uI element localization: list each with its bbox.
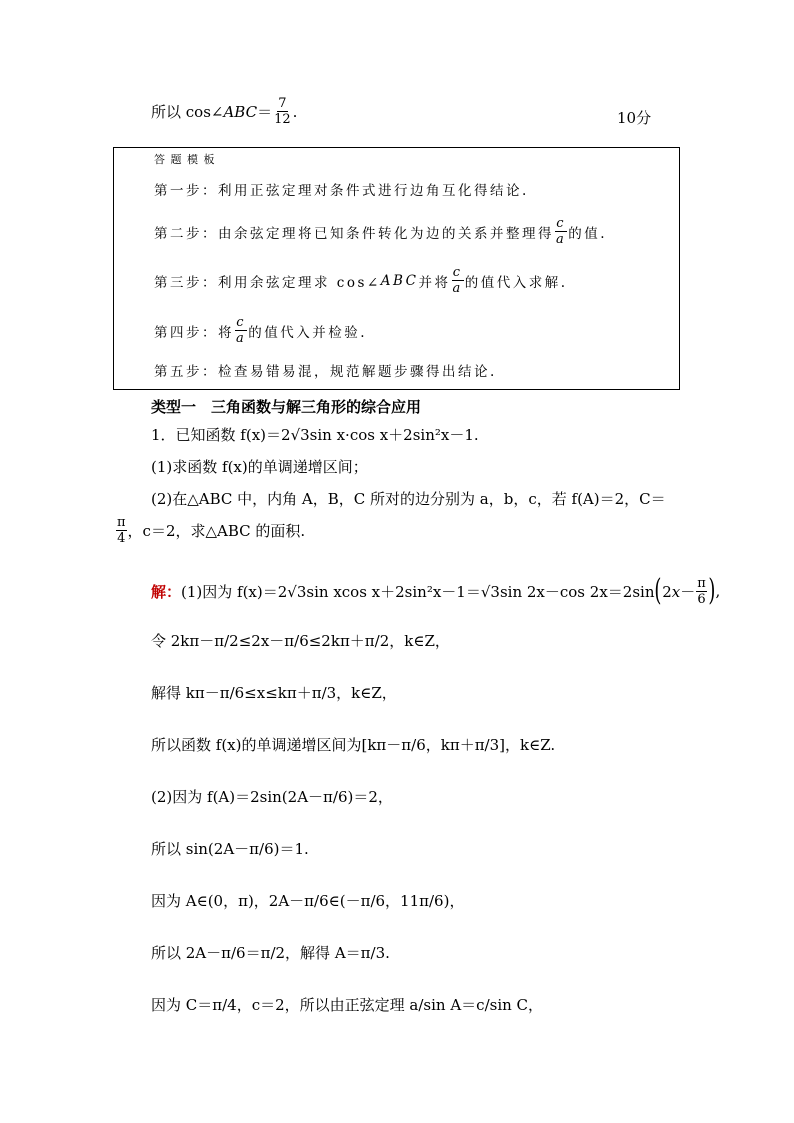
solution-label: 解： [151,582,182,601]
frac-den: 4 [117,531,126,546]
problem-line-3: (2)在△ABC 中，内角 A，B，C 所对的边分别为 a，b，c，若 f(A)＝2，C＝ [151,490,666,508]
step3-mid: 并将 [418,274,451,291]
frac-num: c [236,315,247,330]
solution-line-1 [151,573,721,608]
step4-text: 第四步：将 [154,324,234,341]
solution-line-4: 所以函数 f(x)的单调递增区间为[kπ－π/6，kπ＋π/3]，k∈Z. [151,736,556,754]
template-step-5: 第五步：检查易错易混，规范解题步骤得出结论. [154,364,497,380]
solution-line-8: 所以 2A－π/6＝π/2，解得 A＝π/3. [151,944,390,962]
equals: ＝ [257,103,273,121]
frac-num: 7 [278,96,287,111]
angle-abc: ABC [380,272,419,289]
fraction-pi-6: $\frac{\pi}{6}$ [697,575,706,607]
problem-line-2: (1)求函数 f(x)的单调递增区间； [151,458,368,476]
frac-num: π [117,515,126,530]
period: . [292,102,298,121]
close-paren: ) [708,573,716,608]
template-title: 答 题 模 板 [154,153,216,166]
template-step-3 [154,266,568,295]
step2-text: 第二步：由余弦定理将已知条件转化为边的关系并整理得 [154,225,554,242]
step2-end: 的值. [568,225,608,242]
frac-num: c [556,216,567,231]
template-step-1: 第一步：利用正弦定理对条件式进行边角互化得结论. [154,183,529,199]
solution-line-2: 令 2kπ－π/2≤2x－π/6≤2kπ＋π/2，k∈Z， [151,632,450,650]
step3-end: 的值代入求解. [464,274,568,291]
template-step-2 [154,217,607,246]
section-title: 类型一 三角函数与解三角形的综合应用 [151,398,422,416]
frac-num: c [452,265,463,280]
cos-result-line [151,97,297,126]
cos-prefix: 所以 cos∠ [151,103,224,121]
answer-template-box [113,147,680,390]
step3-text: 第三步：利用余弦定理求 cos∠ [154,274,381,291]
solution-line-5: (2)因为 f(A)＝2sin(2A－π/6)＝2， [151,788,393,806]
problem-line-4 [115,516,305,545]
problem-line-4-text: ，c＝2，求△ABC 的面积. [127,522,306,540]
fraction-c-a [235,316,247,345]
frac-den: a [452,281,463,296]
angle-abc: ABC [223,102,258,121]
comma: , [715,582,721,600]
solution-line-6: 所以 sin(2A－π/6)＝1. [151,840,309,858]
frac-den: a [556,232,567,247]
score-label: 10分 [617,109,652,127]
fraction-7-12 [273,97,292,126]
solution-line-7: 因为 A∈(0，π)，2A－π/6∈(－π/6，11π/6)， [151,892,465,910]
fraction-c-a [451,266,463,295]
solution-line-9: 因为 C＝π/4，c＝2，所以由正弦定理 a/sin A＝c/sin C， [151,996,544,1014]
fraction-c-a [555,217,567,246]
frac-den: a [236,331,247,346]
fraction-pi-4 [116,516,127,545]
template-step-4 [154,316,367,345]
problem-line-1: 1．已知函数 f(x)＝2√3sin x·cos x＋2sin²x－1. [151,426,479,444]
solution-line-1-text: (1)因为 f(x)＝2√3sin xcos x＋2sin²x－1＝√3sin 2x－cos 2x＝2sin [181,582,655,601]
arg-text: 2x－ [662,582,696,601]
step4-end: 的值代入并检验. [248,324,368,341]
open-paren: ( [654,573,662,608]
frac-den: 12 [274,112,291,127]
solution-line-3: 解得 kπ－π/6≤x≤kπ＋π/3，k∈Z， [151,684,397,702]
